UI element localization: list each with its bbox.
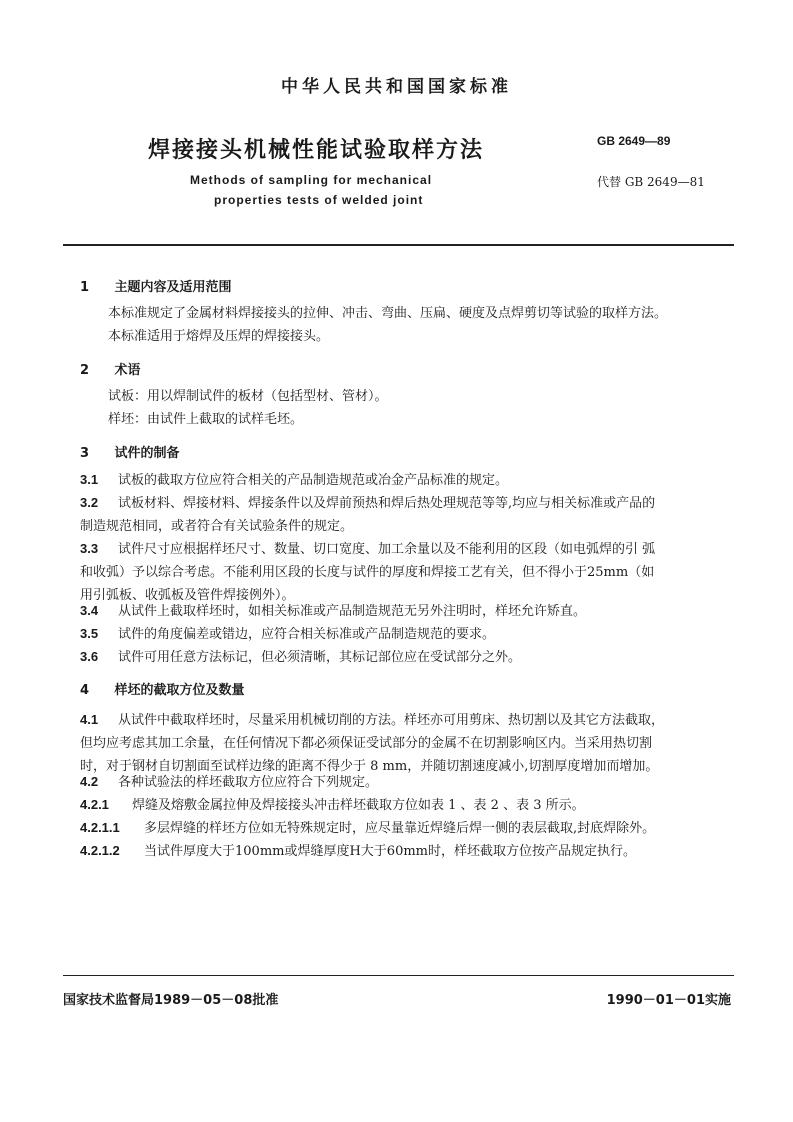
section-2-definition: 样坯：由试件上截取的试样毛坯。 [108,412,304,427]
clause-text: 时，对于钢材自切割面至试样边缘的距离不得少于 8 mm，并随切割速度减小,切割厚度增加而增加。 [80,759,659,774]
clause-text: 各种试验法的样坯截取方位应符合下列规定。 [118,775,379,790]
replaces-standard: 代替 GB 2649—81 [597,175,705,189]
clause-text: 从试件中截取样坯时，尽量采用机械切削的方法。样坯亦可用剪床、热切割以及其它方法截取， [118,713,665,728]
clause-4-2-1-2 [80,839,636,863]
clause-3-1 [80,468,508,492]
clause-number: 3.4 [80,603,99,618]
effective-date: 1990－01－01实施 [606,993,731,1008]
section-title: 试件的制备 [114,446,180,461]
section-title: 术语 [114,363,141,378]
clause-text: 试件的角度偏差或错边，应符合相关标准或产品制造规范的要求。 [118,627,496,642]
clause-text: 用引弧板、收弧板及管件焊接例外）。 [80,588,295,603]
clause-3-6 [80,645,521,669]
section-title: 样坯的截取方位及数量 [114,683,245,698]
clause-number: 3.6 [80,649,99,664]
clause-number: 4.2 [80,774,99,789]
clause-4-1 [80,708,664,778]
clause-text: 制造规范相同，或者符合有关试验条件的规定。 [80,519,354,534]
section-number: 4 [80,683,90,698]
section-1-paragraph: 本标准规定了金属材料焊接接头的拉伸、冲击、弯曲、压扁、硬度及点焊剪切等试验的取样方法。 [108,306,668,321]
clause-4-2-1-1 [80,816,655,840]
clause-number: 3.1 [80,472,99,487]
section-2-definition: 试板：用以焊制试件的板材（包括型材、管材）。 [108,389,388,404]
clause-number: 3.5 [80,626,99,641]
english-title-line-1: Methods of sampling for mechanical [190,173,433,187]
english-title-line-2: properties tests of welded joint [214,193,424,207]
clause-text: 从试件上截取样坯时，如相关标准或产品制造规范无另外注明时，样坯允许矫直。 [118,604,587,619]
clause-3-3 [80,537,655,607]
clause-text: 试板材料、焊接材料、焊接条件以及焊前预热和焊后热处理规范等等,均应与相关标准或产品的 [118,496,656,511]
clause-text: 试件可用任意方法标记，但必须清晰，其标记部位应在受试部分之外。 [118,650,522,665]
clause-3-5 [80,622,495,646]
clause-3-2 [80,491,655,538]
clause-text: 当试件厚度大于100mm或焊缝厚度H大于60mm时，样坯截取方位按产品规定执行。 [144,844,637,859]
clause-text: 和收弧）予以综合考虑。不能利用区段的长度与试件的厚度和焊接工艺有关，但不得小于25mm（如 [80,565,655,580]
section-1-heading [80,276,232,295]
clause-number: 3.3 [80,541,99,556]
clause-number: 4.1 [80,712,99,727]
section-title: 主题内容及适用范围 [114,280,232,295]
footer-divider [63,975,734,976]
section-number: 3 [80,446,90,461]
section-1-paragraph: 本标准适用于熔焊及压焊的焊接接头。 [108,329,330,344]
header-divider [63,244,734,246]
clause-text: 试板的截取方位应符合相关的产品制造规范或冶金产品标准的规定。 [118,473,509,488]
clause-4-2-1 [80,793,585,817]
clause-number: 4.2.1 [80,797,109,812]
section-4-heading [80,679,245,698]
clause-text: 试件尺寸应根据样坯尺寸、数量、切口宽度、加工余量以及不能利用的区段（如电弧焊的引 弧 [118,542,656,557]
clause-number: 3.2 [80,495,99,510]
issuing-body: 中华人民共和国国家标准 [281,77,512,97]
clause-text: 焊缝及熔敷金属拉伸及焊接接头冲击样坯截取方位如表 1 、表 2 、表 3 所示。 [132,798,585,813]
clause-number: 4.2.1.1 [80,820,120,835]
clause-text: 多层焊缝的样坯方位如无特殊规定时，应尽量靠近焊缝后焊一侧的表层截取,封底焊除外。 [144,821,656,836]
section-number: 2 [80,363,90,378]
clause-text: 但均应考虑其加工余量，在任何情况下都必须保证受试部分的金属不在切割影响区内。当采用热切割 [80,736,653,751]
standard-number: GB 2649—89 [597,134,671,148]
section-number: 1 [80,280,90,295]
document-title: 焊接接头机械性能试验取样方法 [148,138,485,163]
clause-number: 4.2.1.2 [80,843,120,858]
section-2-heading [80,359,141,378]
clause-4-2 [80,770,378,794]
clause-3-4 [80,599,586,623]
approval-date: 国家技术监督局1989－05－08批准 [63,993,279,1008]
section-3-heading [80,442,180,461]
